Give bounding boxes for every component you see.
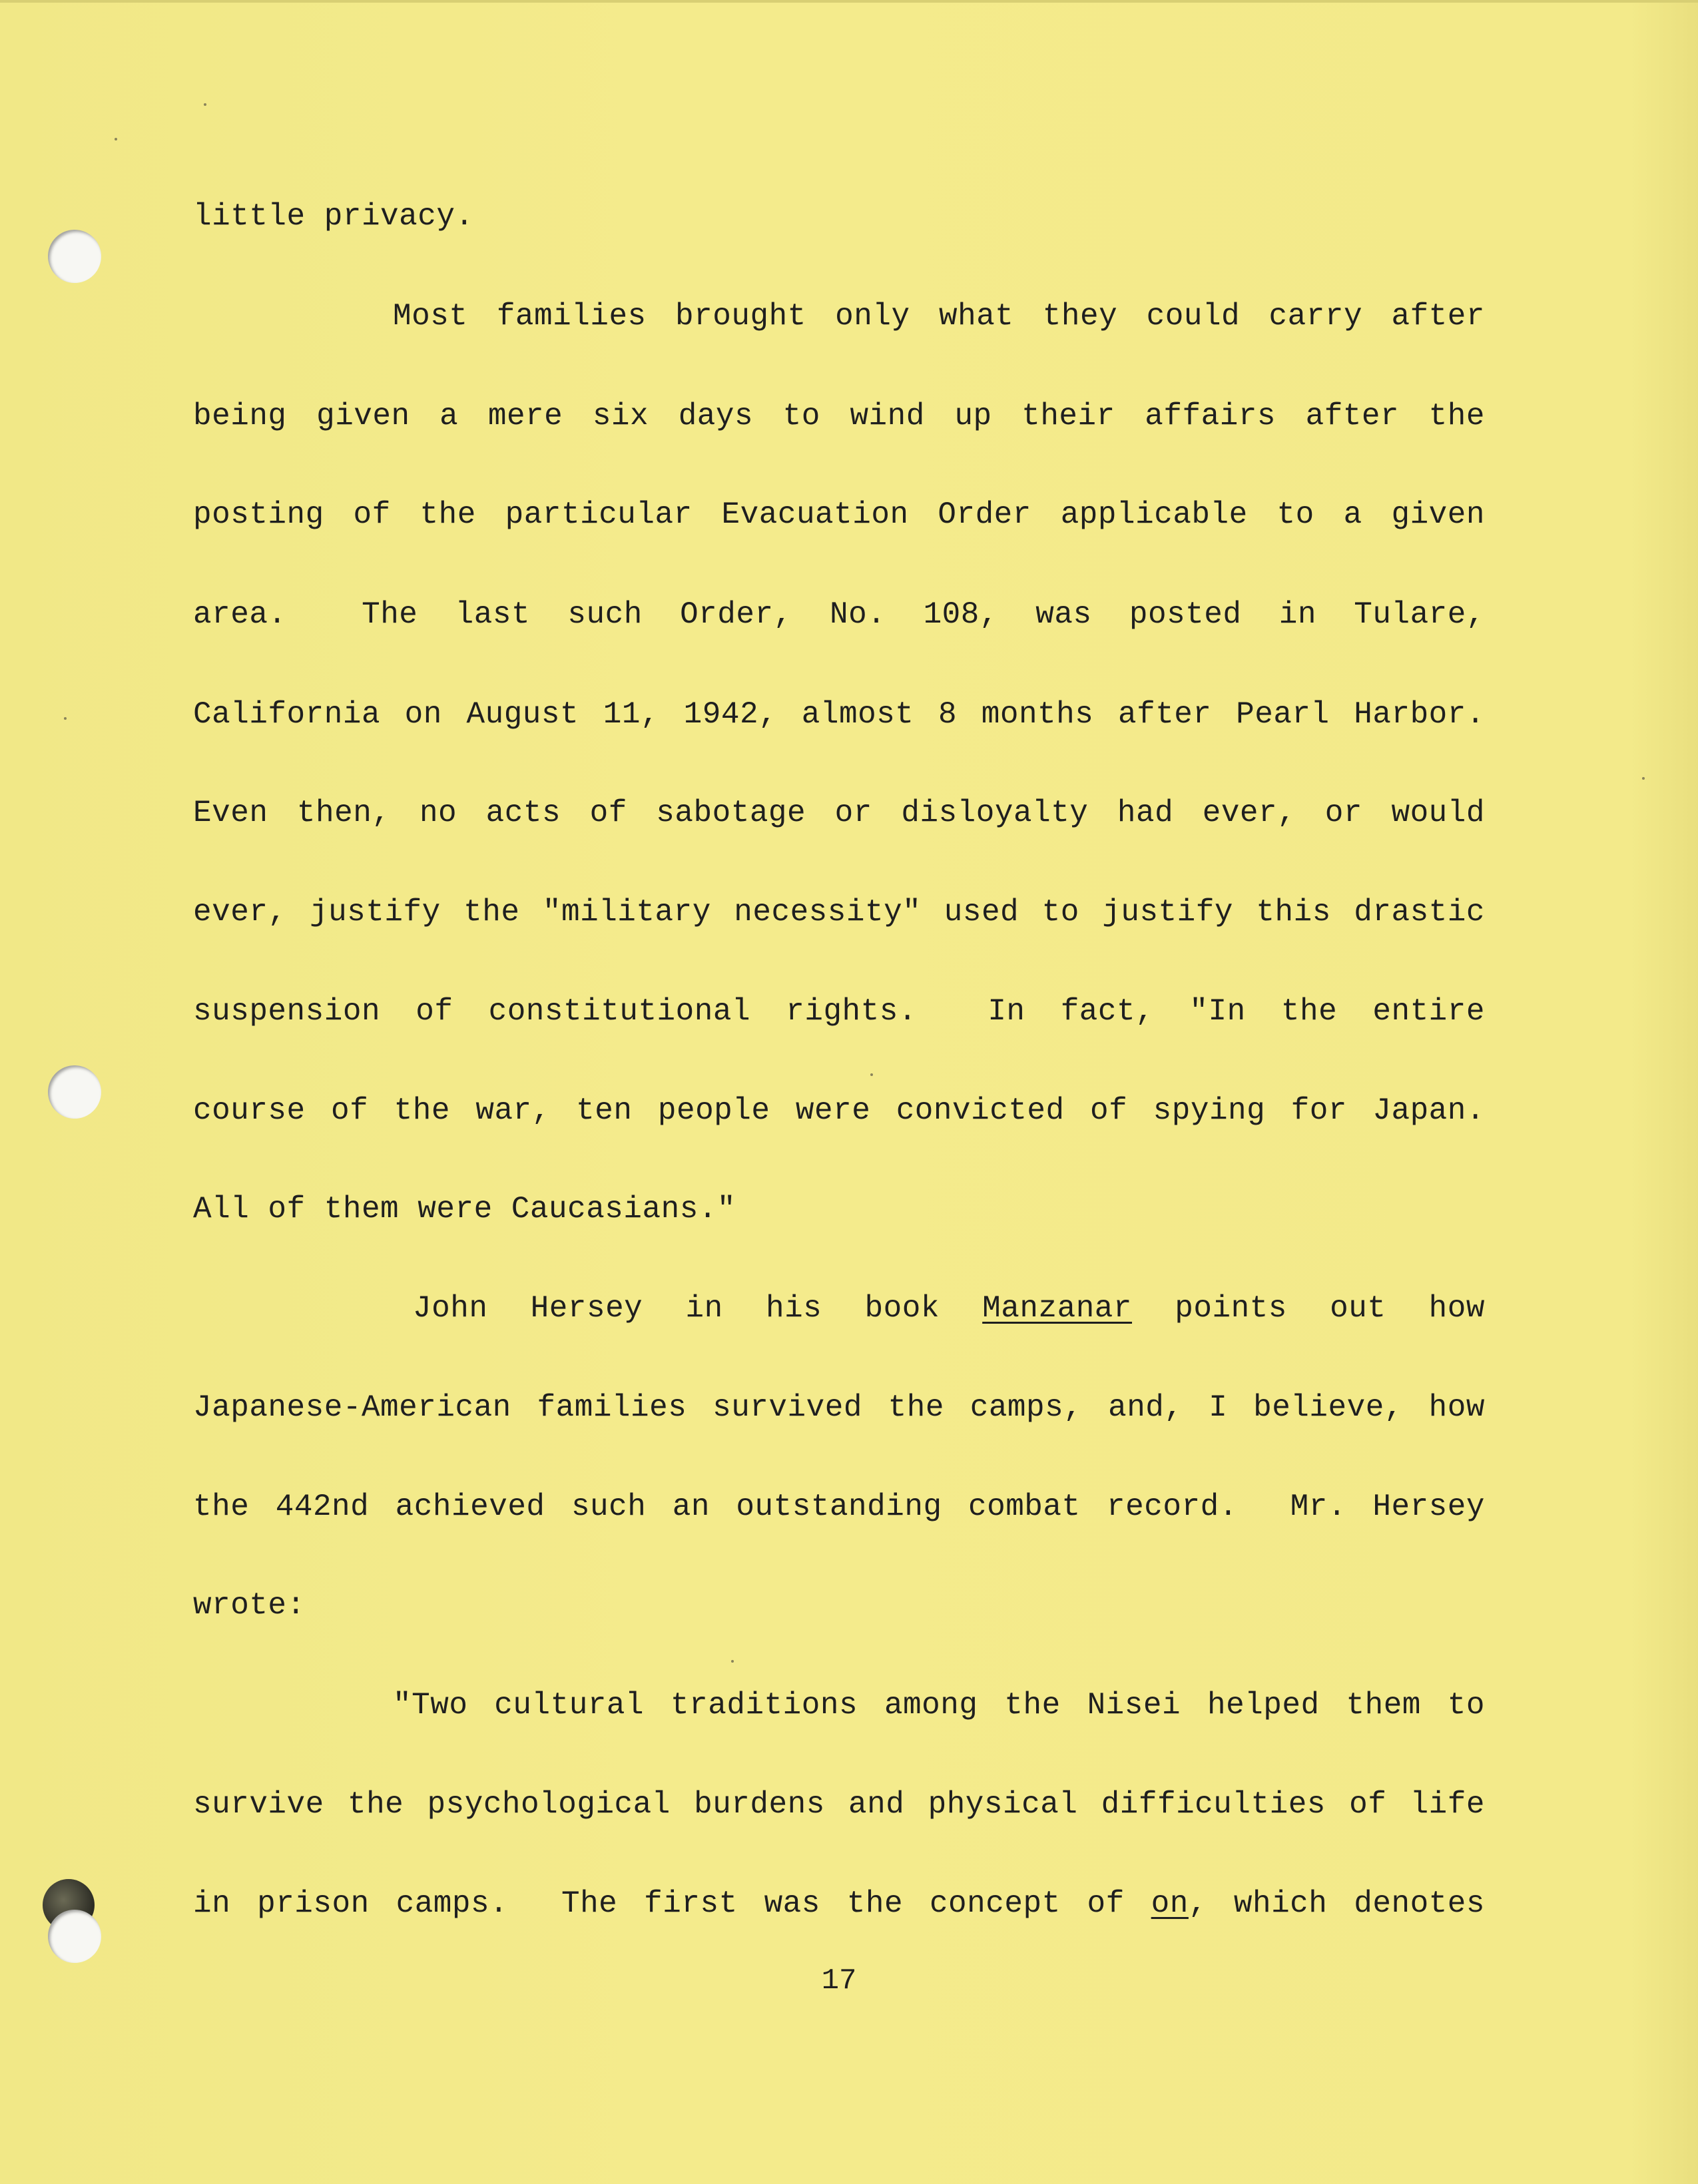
- book-title-manzanar: Manzanar: [982, 1291, 1133, 1326]
- paper-speck: [115, 138, 117, 140]
- page-top-edge: [0, 0, 1698, 3]
- text-line: posting of the particular Evacuation Order applicable to a given: [193, 497, 1485, 532]
- paper-speck: [870, 1073, 873, 1076]
- text-line: [193, 1288, 1485, 1328]
- punch-hole-bottom: [48, 1910, 101, 1963]
- paper-speck: [731, 1660, 734, 1663]
- text-line: course of the war, ten people were convicted of spying for Japan.: [193, 1093, 1485, 1128]
- text-line: being given a mere six days to wind up their affairs after the: [193, 399, 1485, 433]
- text-segment: John Hersey in his book: [413, 1291, 983, 1326]
- text-line: suspension of constitutional rights. In fact, "In the entire: [193, 994, 1485, 1029]
- text-line: little privacy.: [193, 199, 474, 234]
- text-line: ever, justify the "military necessity" used to justify this drastic: [193, 895, 1485, 930]
- punch-hole-top: [48, 230, 101, 283]
- text-segment: points out how: [1132, 1291, 1485, 1326]
- text-segment: in prison camps. The first was the concept of: [193, 1886, 1151, 1921]
- text-line: Most families brought only what they could carry after: [393, 299, 1485, 334]
- text-line: All of them were Caucasians.": [193, 1192, 736, 1227]
- page-number: 17: [821, 1964, 857, 1998]
- punch-hole-middle: [48, 1065, 101, 1119]
- paper-speck: [1642, 777, 1645, 780]
- text-line: survive the psychological burdens and physical difficulties of life: [193, 1787, 1485, 1822]
- paper-speck: [204, 103, 206, 106]
- text-line: Even then, no acts of sabotage or disloyalty had ever, or would: [193, 796, 1485, 830]
- text-line: "Two cultural traditions among the Nisei helped them to: [393, 1688, 1485, 1723]
- term-on: on: [1151, 1886, 1189, 1921]
- text-line: California on August 11, 1942, almost 8 months after Pearl Harbor.: [193, 697, 1485, 732]
- text-line: Japanese-American families survived the camps, and, I believe, how: [193, 1390, 1485, 1425]
- text-line: [193, 1884, 1485, 1924]
- paper-speck: [64, 717, 67, 720]
- text-segment: , which denotes: [1188, 1886, 1485, 1921]
- text-line: the 442nd achieved such an outstanding combat record. Mr. Hersey: [193, 1490, 1485, 1524]
- text-line: area. The last such Order, No. 108, was posted in Tulare,: [193, 597, 1485, 632]
- text-line: wrote:: [193, 1588, 306, 1623]
